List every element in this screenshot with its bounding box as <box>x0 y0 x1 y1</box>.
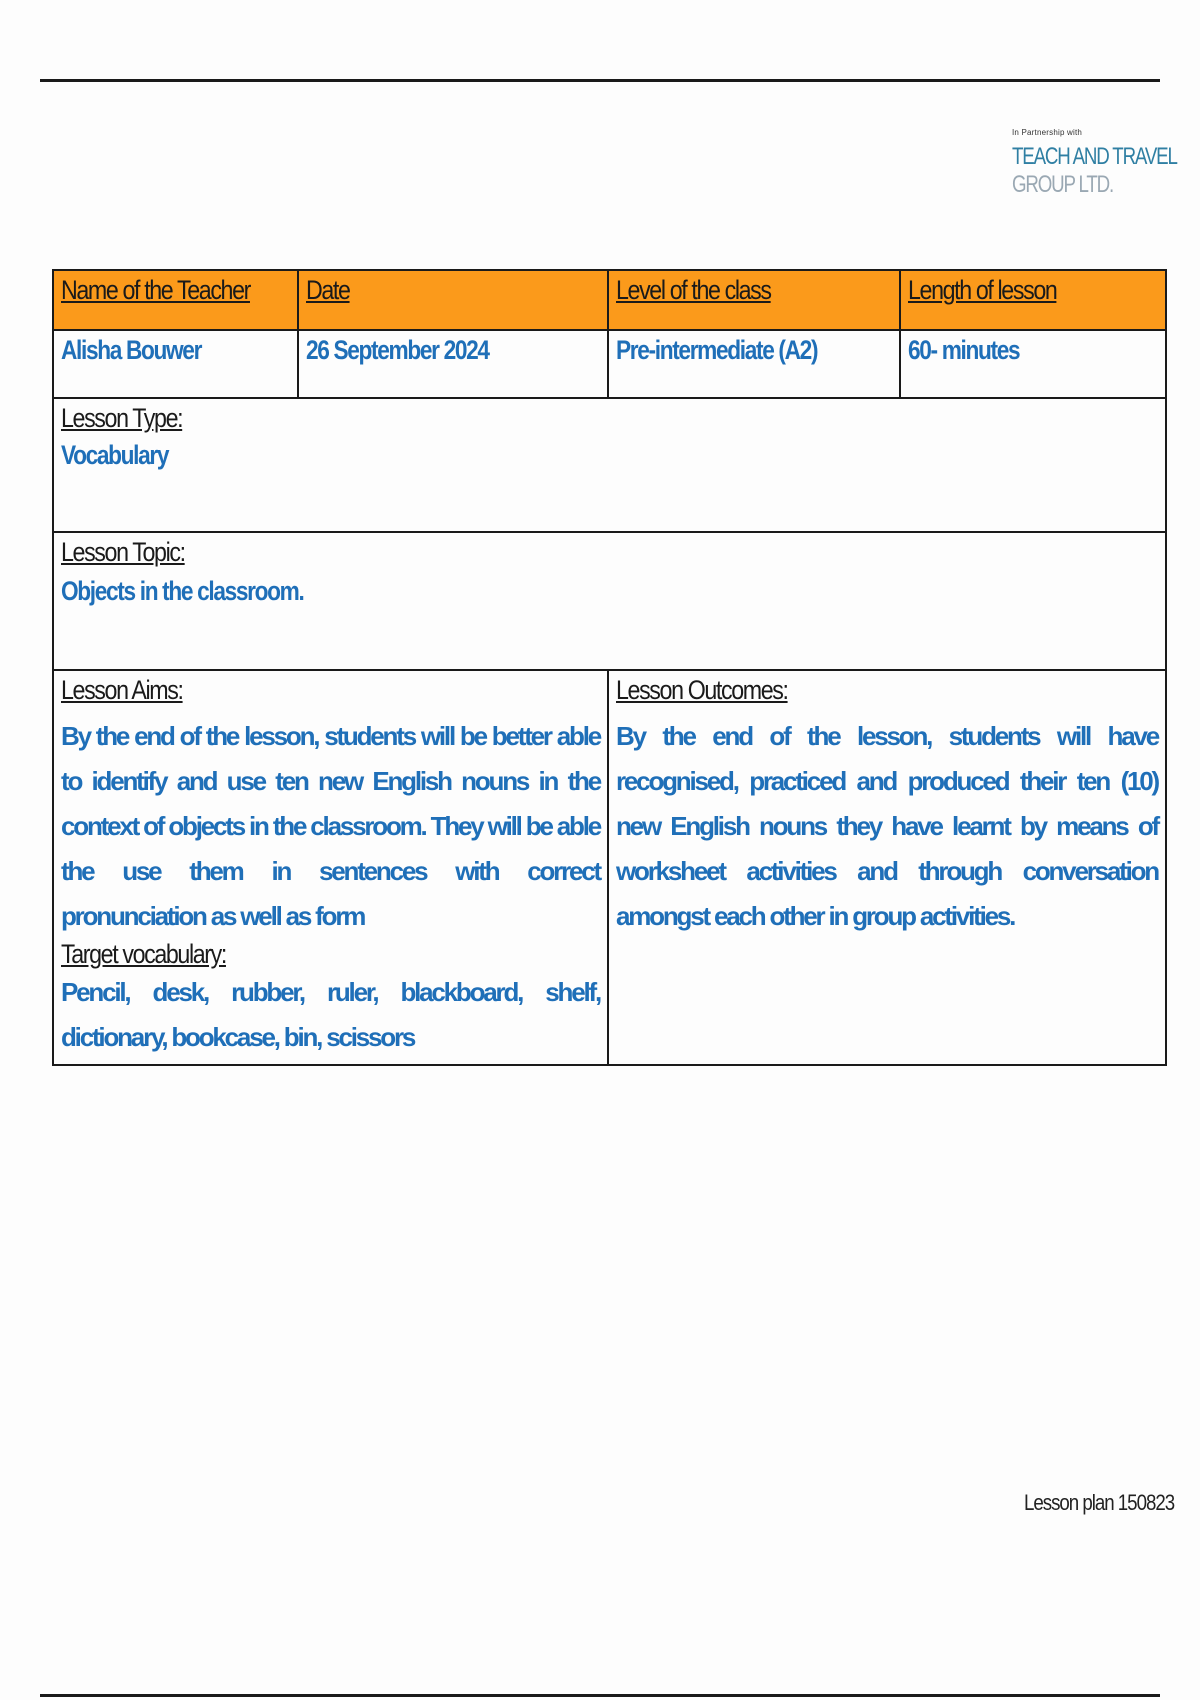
lesson-length: 60- minutes <box>908 335 1020 365</box>
teacher-value-cell <box>53 330 298 398</box>
date-header-cell <box>298 270 608 330</box>
logo-line-1: TEACH AND TRAVEL <box>1012 143 1177 170</box>
header-row <box>53 270 1166 330</box>
length-value-cell <box>900 330 1166 398</box>
date-label: Date <box>306 275 350 305</box>
level-value-cell <box>608 330 900 398</box>
logo-line-2: GROUP LTD. <box>1012 171 1113 198</box>
partner-logo <box>1012 128 1177 199</box>
lesson-topic-row <box>53 532 1166 670</box>
bottom-rule <box>40 1694 1160 1697</box>
lesson-date: 26 September 2024 <box>306 335 489 365</box>
target-vocabulary-label: Target vocabulary: <box>61 939 226 969</box>
lesson-type-row <box>53 398 1166 532</box>
lesson-outcomes-text: By the end of the lesson, students will have recognised, practiced and produced their ten (10) new English nouns they have learnt by means of worksheet activities and through conversation amongst each other in group activities. <box>616 721 1158 931</box>
length-label: Length of lesson <box>908 275 1057 305</box>
lesson-type-value: Vocabulary <box>61 440 169 470</box>
target-vocabulary-text: Pencil, desk, rubber, ruler, blackboard, shelf, dictionary, bookcase, bin, scissors <box>61 977 600 1052</box>
teacher-label: Name of the Teacher <box>61 275 250 305</box>
lesson-topic-value: Objects in the classroom. <box>61 576 304 606</box>
lesson-outcomes-cell <box>608 670 1166 1065</box>
class-level: Pre-intermediate (A2) <box>616 335 818 365</box>
footer-text: Lesson plan 150823 <box>1024 1490 1175 1515</box>
level-header-cell <box>608 270 900 330</box>
lesson-topic-label: Lesson Topic: <box>61 537 185 567</box>
length-header-cell <box>900 270 1166 330</box>
values-row <box>53 330 1166 398</box>
lesson-aims-cell <box>53 670 608 1065</box>
lesson-topic-cell <box>53 532 1166 670</box>
lesson-plan-table <box>52 269 1167 1066</box>
lesson-aims-text: By the end of the lesson, students will be better able to identify and use ten new English nouns in the context of objects in the classroom. They will be able the use them in sentences with correct pronunciation as well as form <box>61 721 600 931</box>
top-rule <box>40 79 1160 82</box>
lesson-outcomes-label: Lesson Outcomes: <box>616 675 788 705</box>
lesson-type-cell <box>53 398 1166 532</box>
lesson-type-label: Lesson Type: <box>61 403 183 433</box>
level-label: Level of the class <box>616 275 771 305</box>
logo-partner-text: In Partnership with <box>1012 128 1083 137</box>
teacher-header-cell <box>53 270 298 330</box>
date-value-cell <box>298 330 608 398</box>
teacher-name: Alisha Bouwer <box>61 335 202 365</box>
lesson-aims-label: Lesson Aims: <box>61 675 183 705</box>
aims-outcomes-row <box>53 670 1166 1065</box>
